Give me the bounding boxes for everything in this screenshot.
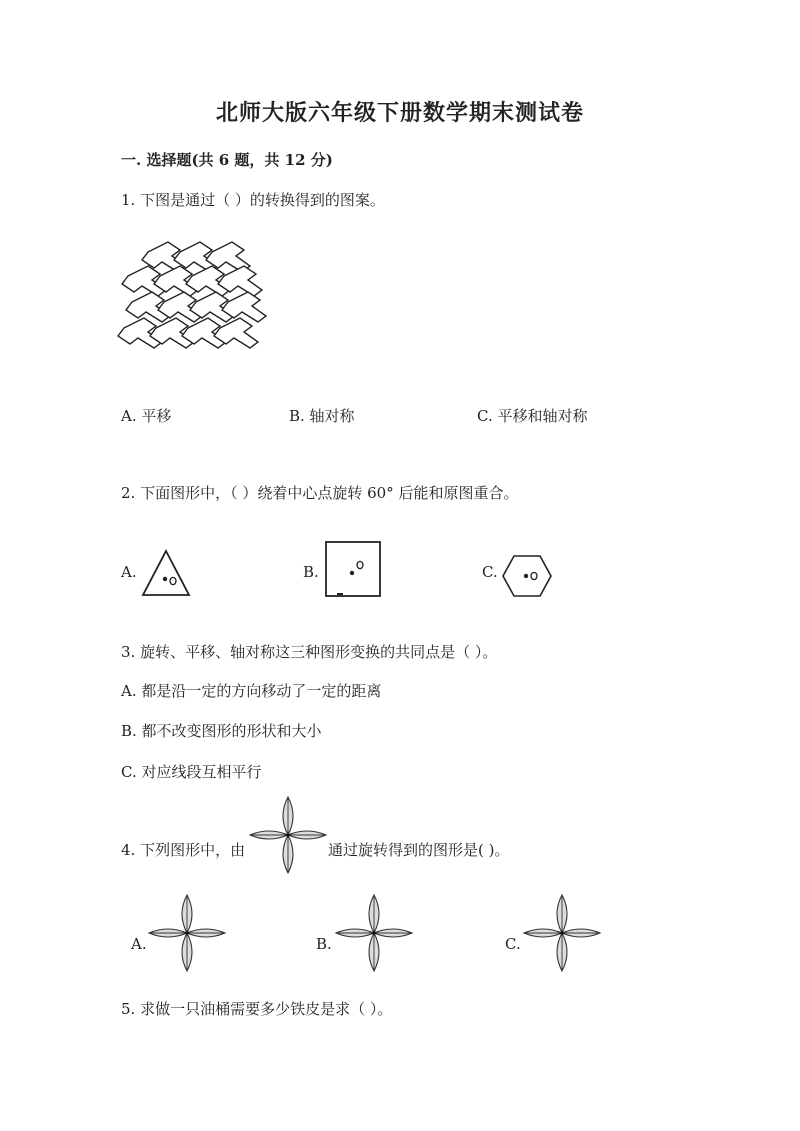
section-heading: 一. 选择题(共 6 题，共 12 分) (121, 151, 333, 169)
q3-option-b[interactable]: B. 都不改变图形的形状和大小 (121, 722, 322, 740)
q3-option-c[interactable]: C. 对应线段互相平行 (121, 763, 262, 781)
question-4-stem-before: 4. 下列图形中，由 (121, 841, 246, 859)
q2-square-figure (325, 541, 381, 597)
q2-option-b-label[interactable]: B. (303, 563, 319, 581)
q4-reference-flower (250, 797, 326, 873)
q2-option-c-label[interactable]: C. (482, 563, 498, 581)
q4-option-a-label[interactable]: A. (131, 935, 147, 953)
q4-option-c-label[interactable]: C. (505, 935, 521, 953)
q1-option-c[interactable]: C. 平移和轴对称 (477, 407, 588, 425)
q2-hexagon-figure (502, 555, 552, 597)
q4-option-c-flower (524, 895, 600, 971)
q4-option-b-label[interactable]: B. (316, 935, 332, 953)
question-5-stem: 5. 求做一只油桶需要多少铁皮是求（ ）。 (121, 1000, 393, 1018)
page-title: 北师大版六年级下册数学期末测试卷 (215, 100, 584, 126)
q4-option-b-flower (336, 895, 412, 971)
question-4-stem-after: 通过旋转得到的图形是( )。 (328, 841, 510, 859)
q3-option-a[interactable]: A. 都是沿一定的方向移动了一定的距离 (121, 682, 382, 700)
question-1-stem: 1. 下图是通过（ ）的转换得到的图案。 (121, 191, 385, 209)
q1-pattern-figure (118, 240, 268, 358)
q1-option-a[interactable]: A. 平移 (121, 407, 172, 425)
q2-triangle-figure (141, 549, 191, 597)
question-3-stem: 3. 旋转、平移、轴对称这三种图形变换的共同点是（ ）。 (121, 643, 498, 661)
q2-option-a-label[interactable]: A. (121, 563, 137, 581)
q1-option-b[interactable]: B. 轴对称 (289, 407, 355, 425)
q4-option-a-flower (149, 895, 225, 971)
question-2-stem: 2. 下面图形中，（ ）绕着中心点旋转 60° 后能和原图重合。 (121, 484, 519, 502)
